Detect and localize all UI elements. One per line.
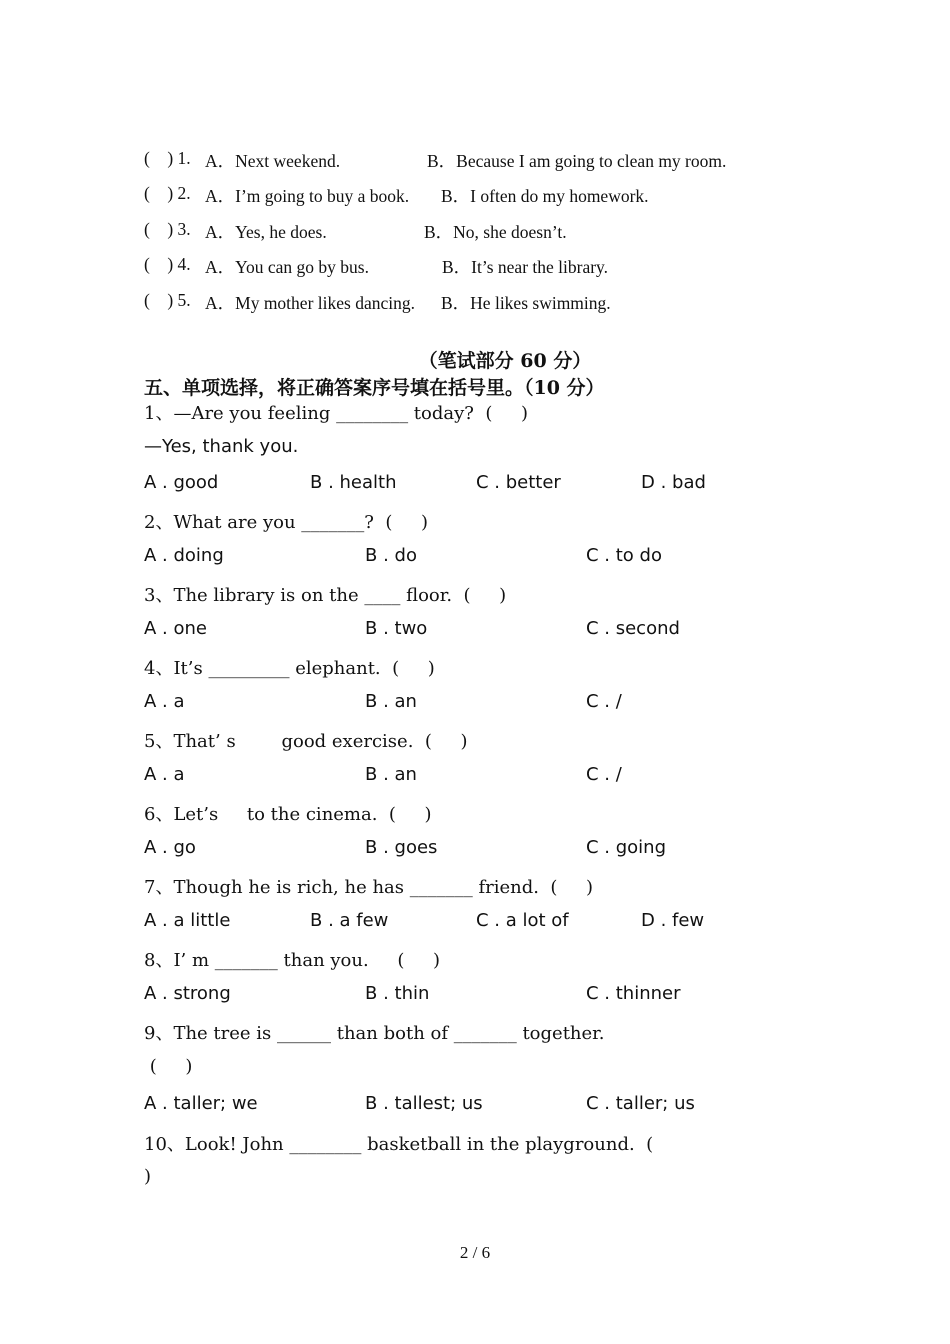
option: A . doing	[144, 545, 224, 566]
option: C . /	[586, 691, 622, 712]
listening-option-a: A．My mother likes dancing.	[205, 293, 415, 313]
option: C . taller; us	[586, 1093, 695, 1114]
option: C . going	[586, 837, 667, 858]
option: D . few	[641, 910, 705, 931]
option: B . an	[365, 691, 417, 712]
question-text-continued: )	[144, 1166, 152, 1187]
option: A . a little	[144, 910, 231, 931]
listening-number: ( ) 3.	[144, 219, 191, 239]
listening-option-a: A．Yes, he does.	[205, 222, 327, 242]
option: A . taller; we	[144, 1093, 258, 1114]
question-text: 6、Let’s to the cinema. ( )	[144, 804, 432, 825]
option: C . a lot of	[476, 910, 569, 931]
question-text: 10、Look! John ________ basketball in the playground. (	[144, 1134, 654, 1155]
option: A . good	[144, 472, 219, 493]
option: B . thin	[365, 983, 430, 1004]
option: B . goes	[365, 837, 438, 858]
listening-number: ( ) 2.	[144, 183, 191, 203]
listening-number: ( ) 1.	[144, 148, 191, 168]
listening-option-b: B．No, she doesn’t.	[424, 222, 567, 242]
option: A . one	[144, 618, 207, 639]
option: B . a few	[310, 910, 389, 931]
listening-option-b: B．I often do my homework.	[441, 186, 649, 206]
option: B . two	[365, 618, 428, 639]
question-text: 2、What are you _______? ( )	[144, 512, 429, 533]
option: B . health	[310, 472, 397, 493]
option: C . thinner	[586, 983, 681, 1004]
option: B . an	[365, 764, 417, 785]
listening-option-a: A．I’m going to buy a book.	[205, 186, 410, 206]
listening-option-b: B．Because I am going to clean my room.	[427, 151, 727, 171]
question-text: 7、Though he is rich, he has _______ friend. ( )	[144, 877, 594, 898]
question-text: 8、I’ m _______ than you. ( )	[144, 950, 440, 971]
question-text: 4、It’s _________ elephant. ( )	[144, 658, 435, 679]
listening-option-b: B．He likes swimming.	[441, 293, 611, 313]
option: B . do	[365, 545, 417, 566]
reply-text: —Yes, thank you.	[144, 436, 299, 457]
question-text: 3、The library is on the ____ floor. ( )	[144, 585, 507, 606]
question-text-continued: ( )	[144, 1056, 193, 1077]
listening-number: ( ) 4.	[144, 254, 191, 274]
listening-option-a: A．Next weekend.	[205, 151, 341, 171]
question-text: 1、—Are you feeling ________ today? ( )	[144, 403, 529, 424]
option: A . strong	[144, 983, 231, 1004]
written-part-title: （笔试部分 60 分）	[418, 350, 592, 372]
question-text: 5、That’ s good exercise. ( )	[144, 731, 468, 752]
option: C . to do	[586, 545, 662, 566]
question-text: 9、The tree is ______ than both of _______ together.	[144, 1023, 605, 1044]
listening-number: ( ) 5.	[144, 290, 191, 310]
option: B . tallest; us	[365, 1093, 483, 1114]
option: D . bad	[641, 472, 706, 493]
option: A . a	[144, 691, 185, 712]
section-heading: 五、单项选择，将正确答案序号填在括号里。（10 分）	[144, 377, 605, 399]
listening-option-a: A．You can go by bus.	[205, 257, 369, 277]
option: C . /	[586, 764, 622, 785]
option: C . second	[586, 618, 680, 639]
option: A . go	[144, 837, 196, 858]
option: C . better	[476, 472, 561, 493]
option: A . a	[144, 764, 185, 785]
page-number: 2 / 6	[459, 1243, 491, 1262]
listening-option-b: B．It’s near the library.	[442, 257, 609, 277]
